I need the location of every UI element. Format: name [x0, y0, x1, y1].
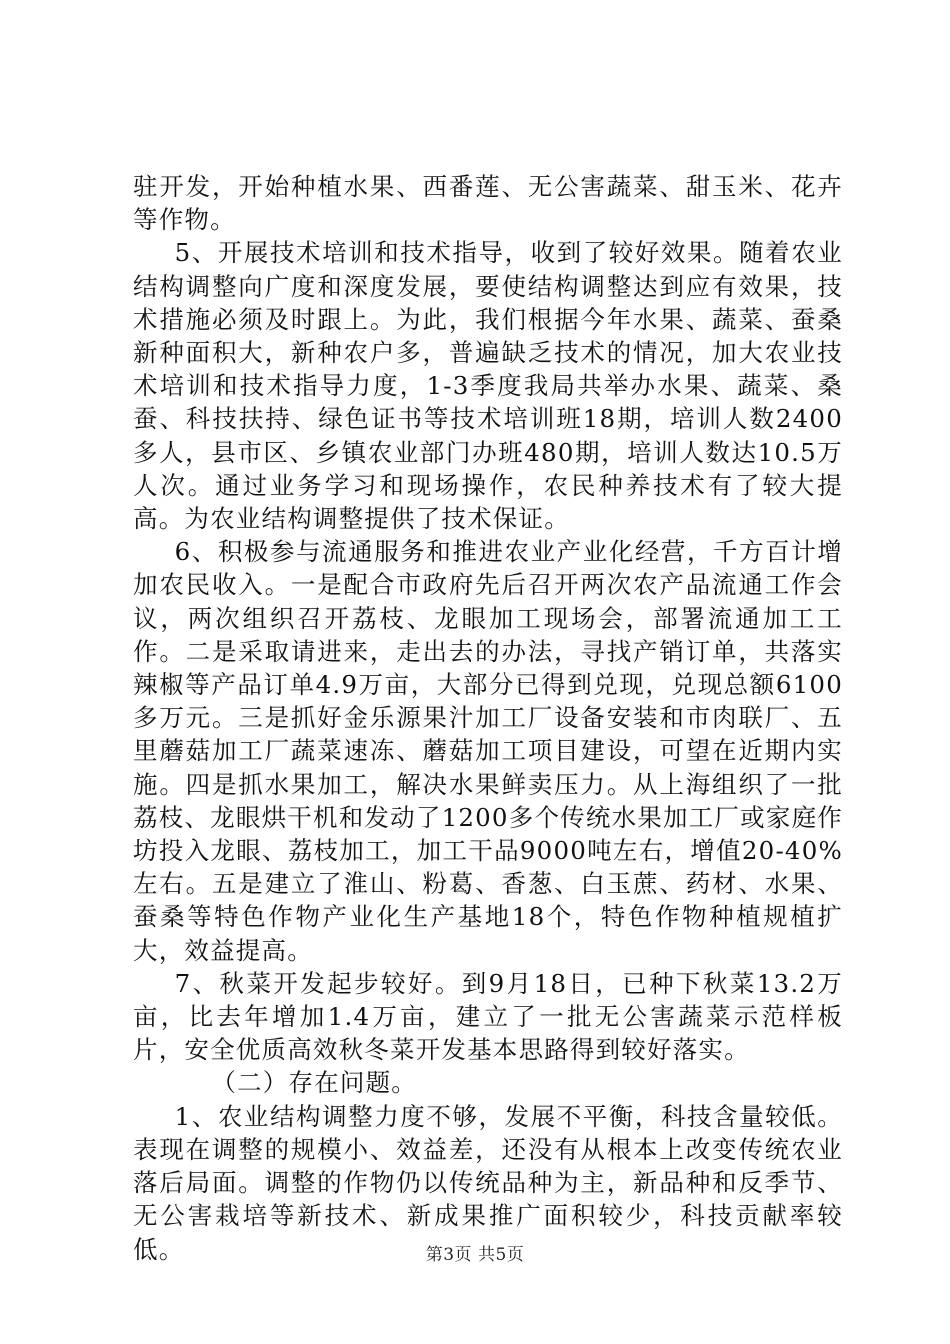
paragraph-continuation: 驻开发，开始种植水果、西番莲、无公害蔬菜、甜玉米、花卉等作物。 — [133, 172, 843, 235]
paragraph-problem-1: 1、农业结构调整力度不够，发展不平衡，科技含量较低。表现在调整的规模小、效益差，还没有从根本上改变传统农业落后局面。调整的作物仍以传统品种为主，新品种和反季节、无公害栽培等新技术、新成果推广面积较少，科技贡献率较低。 — [133, 1101, 843, 1264]
paragraph-item-7: 7、秋菜开发起步较好。到9月18日，已种下秋菜13.2万亩，比去年增加1.4万亩，建立了一批无公害蔬菜示范样板片，安全优质高效秋冬菜开发基本思路得到较好落实。 — [133, 968, 843, 1065]
paragraph-item-5: 5、开展技术培训和技术指导，收到了较好效果。随着农业结构调整向广度和深度发展，要使结构调整达到应有效果，技术措施必须及时跟上。为此，我们根据今年水果、蔬菜、蚕桑新种面积大，新种农户多，普遍缺乏技术的情况，加大农业技术培训和技术指导力度，1-3季度我局共举办水果、蔬菜、桑蚕、科技扶持、绿色证书等技术培训班18期，培训人数2400多人，县市区、乡镇农业部门办班480期，培训人数达10.5万人次。通过业务学习和现场操作，农民种养技术有了较大提高。为农业结构调整提供了技术保证。 — [133, 238, 843, 534]
document-body — [133, 170, 843, 1266]
paragraph-item-6: 6、积极参与流通服务和推进农业产业化经营，千方百计增加农民收入。一是配合市政府先后召开两次农产品流通工作会议，两次组织召开荔枝、龙眼加工现场会，部署流通加工工作。二是采取请进来，走出去的办法，寻找产销订单，共落实辣椒等产品订单4.9万亩，大部分已得到兑现，兑现总额6100多万元。三是抓好金乐源果汁加工厂设备安装和市肉联厂、五里蘑菇加工厂蔬菜速冻、蘑菇加工项目建设，可望在近期内实施。四是抓水果加工，解决水果鲜卖压力。从上海组织了一批荔枝、龙眼烘干机和发动了1200多个传统水果加工厂或家庭作坊投入龙眼、荔枝加工，加工干品9000吨左右，增值20-40%左右。五是建立了淮山、粉葛、香葱、白玉蔗、药材、水果、蚕桑等特色作物产业化生产基地18个，特色作物种植规植扩大，效益提高。 — [133, 537, 843, 965]
page-number-footer: 第3页 共5页 — [425, 1245, 525, 1265]
section-heading-problems: （二）存在问题。 — [211, 1068, 417, 1098]
